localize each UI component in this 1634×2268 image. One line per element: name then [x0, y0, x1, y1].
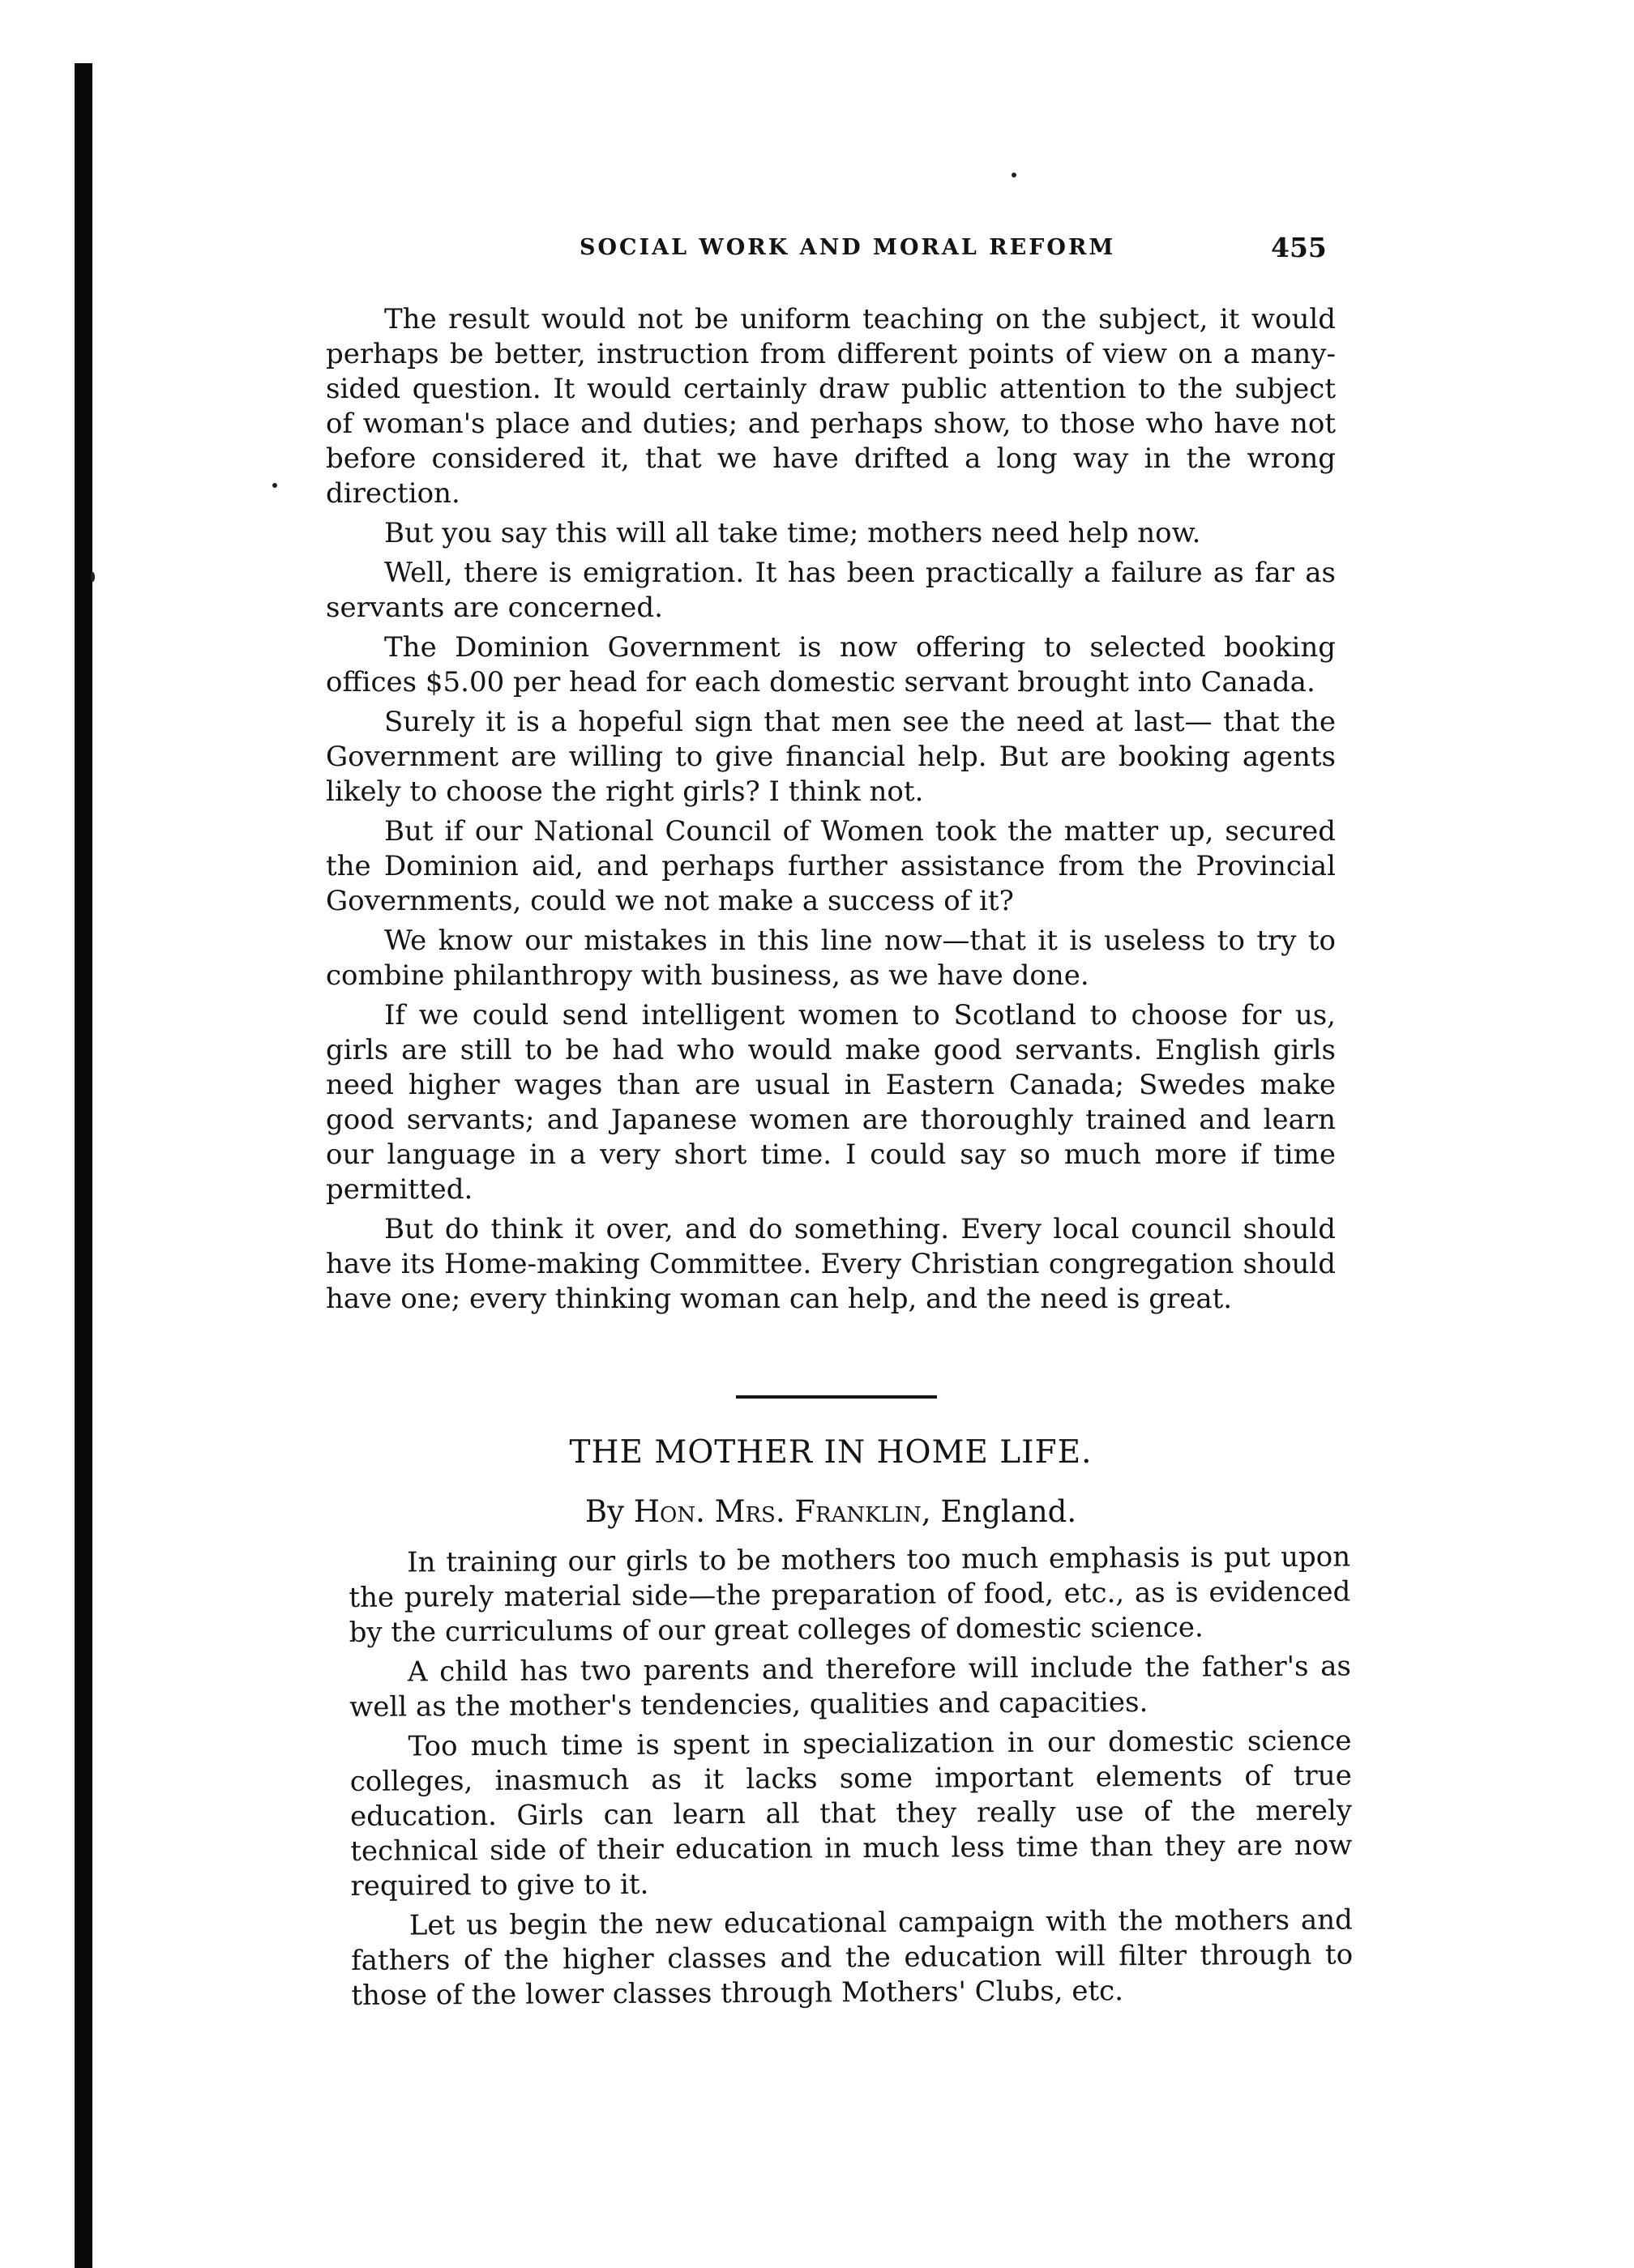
byline-prefix: By: [584, 1494, 624, 1529]
byline-author: Hon. Mrs. Franklin,: [633, 1494, 931, 1529]
paragraph: The Dominion Government is now offering to selected booking offices $5.00 per head for each domestic servant brought into Canada.: [326, 631, 1336, 698]
paragraph: Well, there is emigration. It has been practically a failure as far as servants are concerned.: [326, 557, 1336, 624]
paragraph: In training our girls to be mothers too much emphasis is put upon the purely material side—the preparation of food, etc., as is evidenced by the curriculums of our great colleges of domestic science.: [349, 1540, 1351, 1649]
byline-place: England.: [940, 1494, 1077, 1529]
article-continuation: [326, 302, 1336, 1322]
paragraph: But you say this will all take time; mothers need help now.: [384, 517, 1201, 549]
paragraph: But if our National Council of Women took the matter up, secured the Dominion aid, and perhaps further assistance from the Provincial Governments, could we not make a success of it?: [326, 815, 1336, 917]
scan-speck: [1012, 173, 1016, 177]
scan-margin-bar: [75, 63, 92, 2268]
paragraph: Too much time is spent in specialization in our domestic science colleges, inasmuch as it lacks some important elements of true education. Girls can learn all that they really use of the merely technical side of their education in much less time than they are now required to give to it.: [349, 1724, 1353, 1903]
paragraph: We know our mistakes in this line now—that it is useless to try to combine philanthropy with business, as we have done.: [326, 925, 1336, 992]
section-title: THE MOTHER IN HOME LIFE.: [569, 1434, 1093, 1471]
paragraph: Surely it is a hopeful sign that men see the need at last— that the Government are willing to give financial help. But are booking agents likely to choose the right girls? I think not.: [326, 706, 1336, 808]
page-number: 455: [1271, 232, 1327, 263]
byline: [326, 1494, 1336, 1529]
section-divider: [736, 1395, 937, 1399]
paragraph: If we could send intelligent women to Scotland to choose for us, girls are still to be had who would make good servants. English girls need higher wages than are usual in Eastern Canada; Swedes make good servants; and Japanese women are thoroughly trained and learn our language in a very short time. I could say so much more if time permitted.: [326, 999, 1336, 1206]
scan-speck: [272, 483, 277, 488]
paragraph: A child has two parents and therefore will include the father's as well as the mother's tendencies, qualities and capacities.: [349, 1650, 1352, 1723]
paragraph: The result would not be uniform teaching on the subject, it would perhaps be better, instruction from different points of view on a many-sided question. It would certainly draw public attention to the subject of woman's place and duties; and perhaps show, to those who have not before considered it, that we have drifted a long way in the wrong direction.: [326, 303, 1336, 510]
scan-speck: [91, 572, 95, 582]
running-head: SOCIAL WORK AND MORAL REFORM: [580, 235, 1116, 260]
paragraph: But do think it over, and do something. Every local council should have its Home-making Committee. Every Christian congregation should have one; every thinking woman can help, and the need is great.: [326, 1213, 1336, 1315]
paragraph: Let us begin the new educational campaign with the mothers and fathers of the higher classes and the education will filter through to those of the lower classes through Mothers' Clubs, etc.: [351, 1903, 1354, 2012]
article-body: [349, 1540, 1354, 2018]
